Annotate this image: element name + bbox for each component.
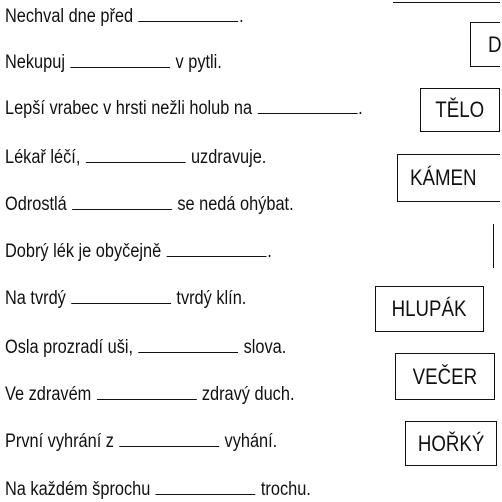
word-box-kamen[interactable]: [397, 154, 500, 202]
answer-blank[interactable]: [97, 383, 197, 400]
word-box-label: VEČER: [412, 363, 478, 389]
sentence-text-after: uzdravuje.: [190, 147, 267, 168]
sentence-text-before: První vyhrání z: [5, 431, 114, 452]
sentence-text-after: .: [358, 98, 363, 119]
word-box-hlupak[interactable]: [375, 286, 484, 332]
answer-blank[interactable]: [86, 146, 186, 163]
word-box-vecer[interactable]: [395, 353, 495, 400]
sentence-text-before: Osla prozradí uši,: [5, 337, 134, 358]
sentence-text-after: zdravý duch.: [201, 384, 295, 405]
sentence-text-before: Ve zdravém: [5, 384, 92, 405]
sentence-3: [5, 97, 363, 121]
word-box-horky[interactable]: [405, 421, 497, 466]
sentence-9: [5, 383, 294, 407]
answer-blank[interactable]: [72, 193, 172, 210]
cropped-box-edge: [393, 2, 500, 3]
sentence-1: [5, 5, 244, 29]
sentence-text-before: Na tvrdý: [5, 288, 66, 309]
sentence-text-after: .: [267, 241, 272, 262]
answer-blank[interactable]: [138, 5, 238, 22]
word-box-label: HOŘKÝ: [417, 430, 485, 456]
word-box-label: KÁMEN: [410, 165, 477, 190]
answer-blank[interactable]: [156, 478, 256, 495]
sentence-4: [5, 146, 266, 170]
answer-blank[interactable]: [71, 287, 171, 304]
answer-blank[interactable]: [70, 51, 170, 68]
sentence-text-after: .: [239, 6, 244, 27]
sentence-text-after: slova.: [243, 337, 287, 358]
sentence-text-before: Nechval dne před: [5, 6, 134, 27]
answer-blank[interactable]: [138, 336, 238, 353]
sentence-text-after: tvrdý klín.: [176, 288, 247, 309]
sentence-text-before: Na každém šprochu: [5, 479, 151, 500]
sentence-text-after: v pytli.: [175, 52, 222, 73]
sentence-2: [5, 51, 222, 75]
sentence-text-after: se nedá ohýbat.: [177, 194, 294, 215]
sentence-text-before: Lékař léčí,: [5, 147, 81, 168]
sentence-7: [5, 287, 246, 311]
answer-blank[interactable]: [257, 97, 357, 114]
cropped-box-edge: [493, 224, 494, 268]
sentence-10: [5, 430, 277, 454]
sentence-text-before: Dobrý lék je obyčejně: [5, 241, 162, 262]
word-box-telo[interactable]: [420, 88, 500, 132]
word-box-label: HLUPÁK: [392, 296, 467, 321]
word-box-label: TĚLO: [435, 97, 485, 122]
sentence-6: [5, 240, 272, 264]
sentence-text-before: Lepší vrabec v hrsti nežli holub na: [5, 98, 253, 119]
answer-blank[interactable]: [167, 240, 267, 257]
sentence-8: [5, 336, 286, 360]
sentence-text-after: vyhání.: [224, 431, 278, 452]
sentence-5: [5, 193, 294, 217]
sentence-text-after: trochu.: [260, 479, 311, 500]
word-box-d[interactable]: [470, 22, 500, 67]
answer-blank[interactable]: [119, 430, 219, 447]
sentence-text-before: Nekupuj: [5, 52, 65, 73]
word-box-label: D: [488, 31, 502, 57]
sentence-11: [5, 478, 311, 502]
sentence-text-before: Odrostlá: [5, 194, 67, 215]
